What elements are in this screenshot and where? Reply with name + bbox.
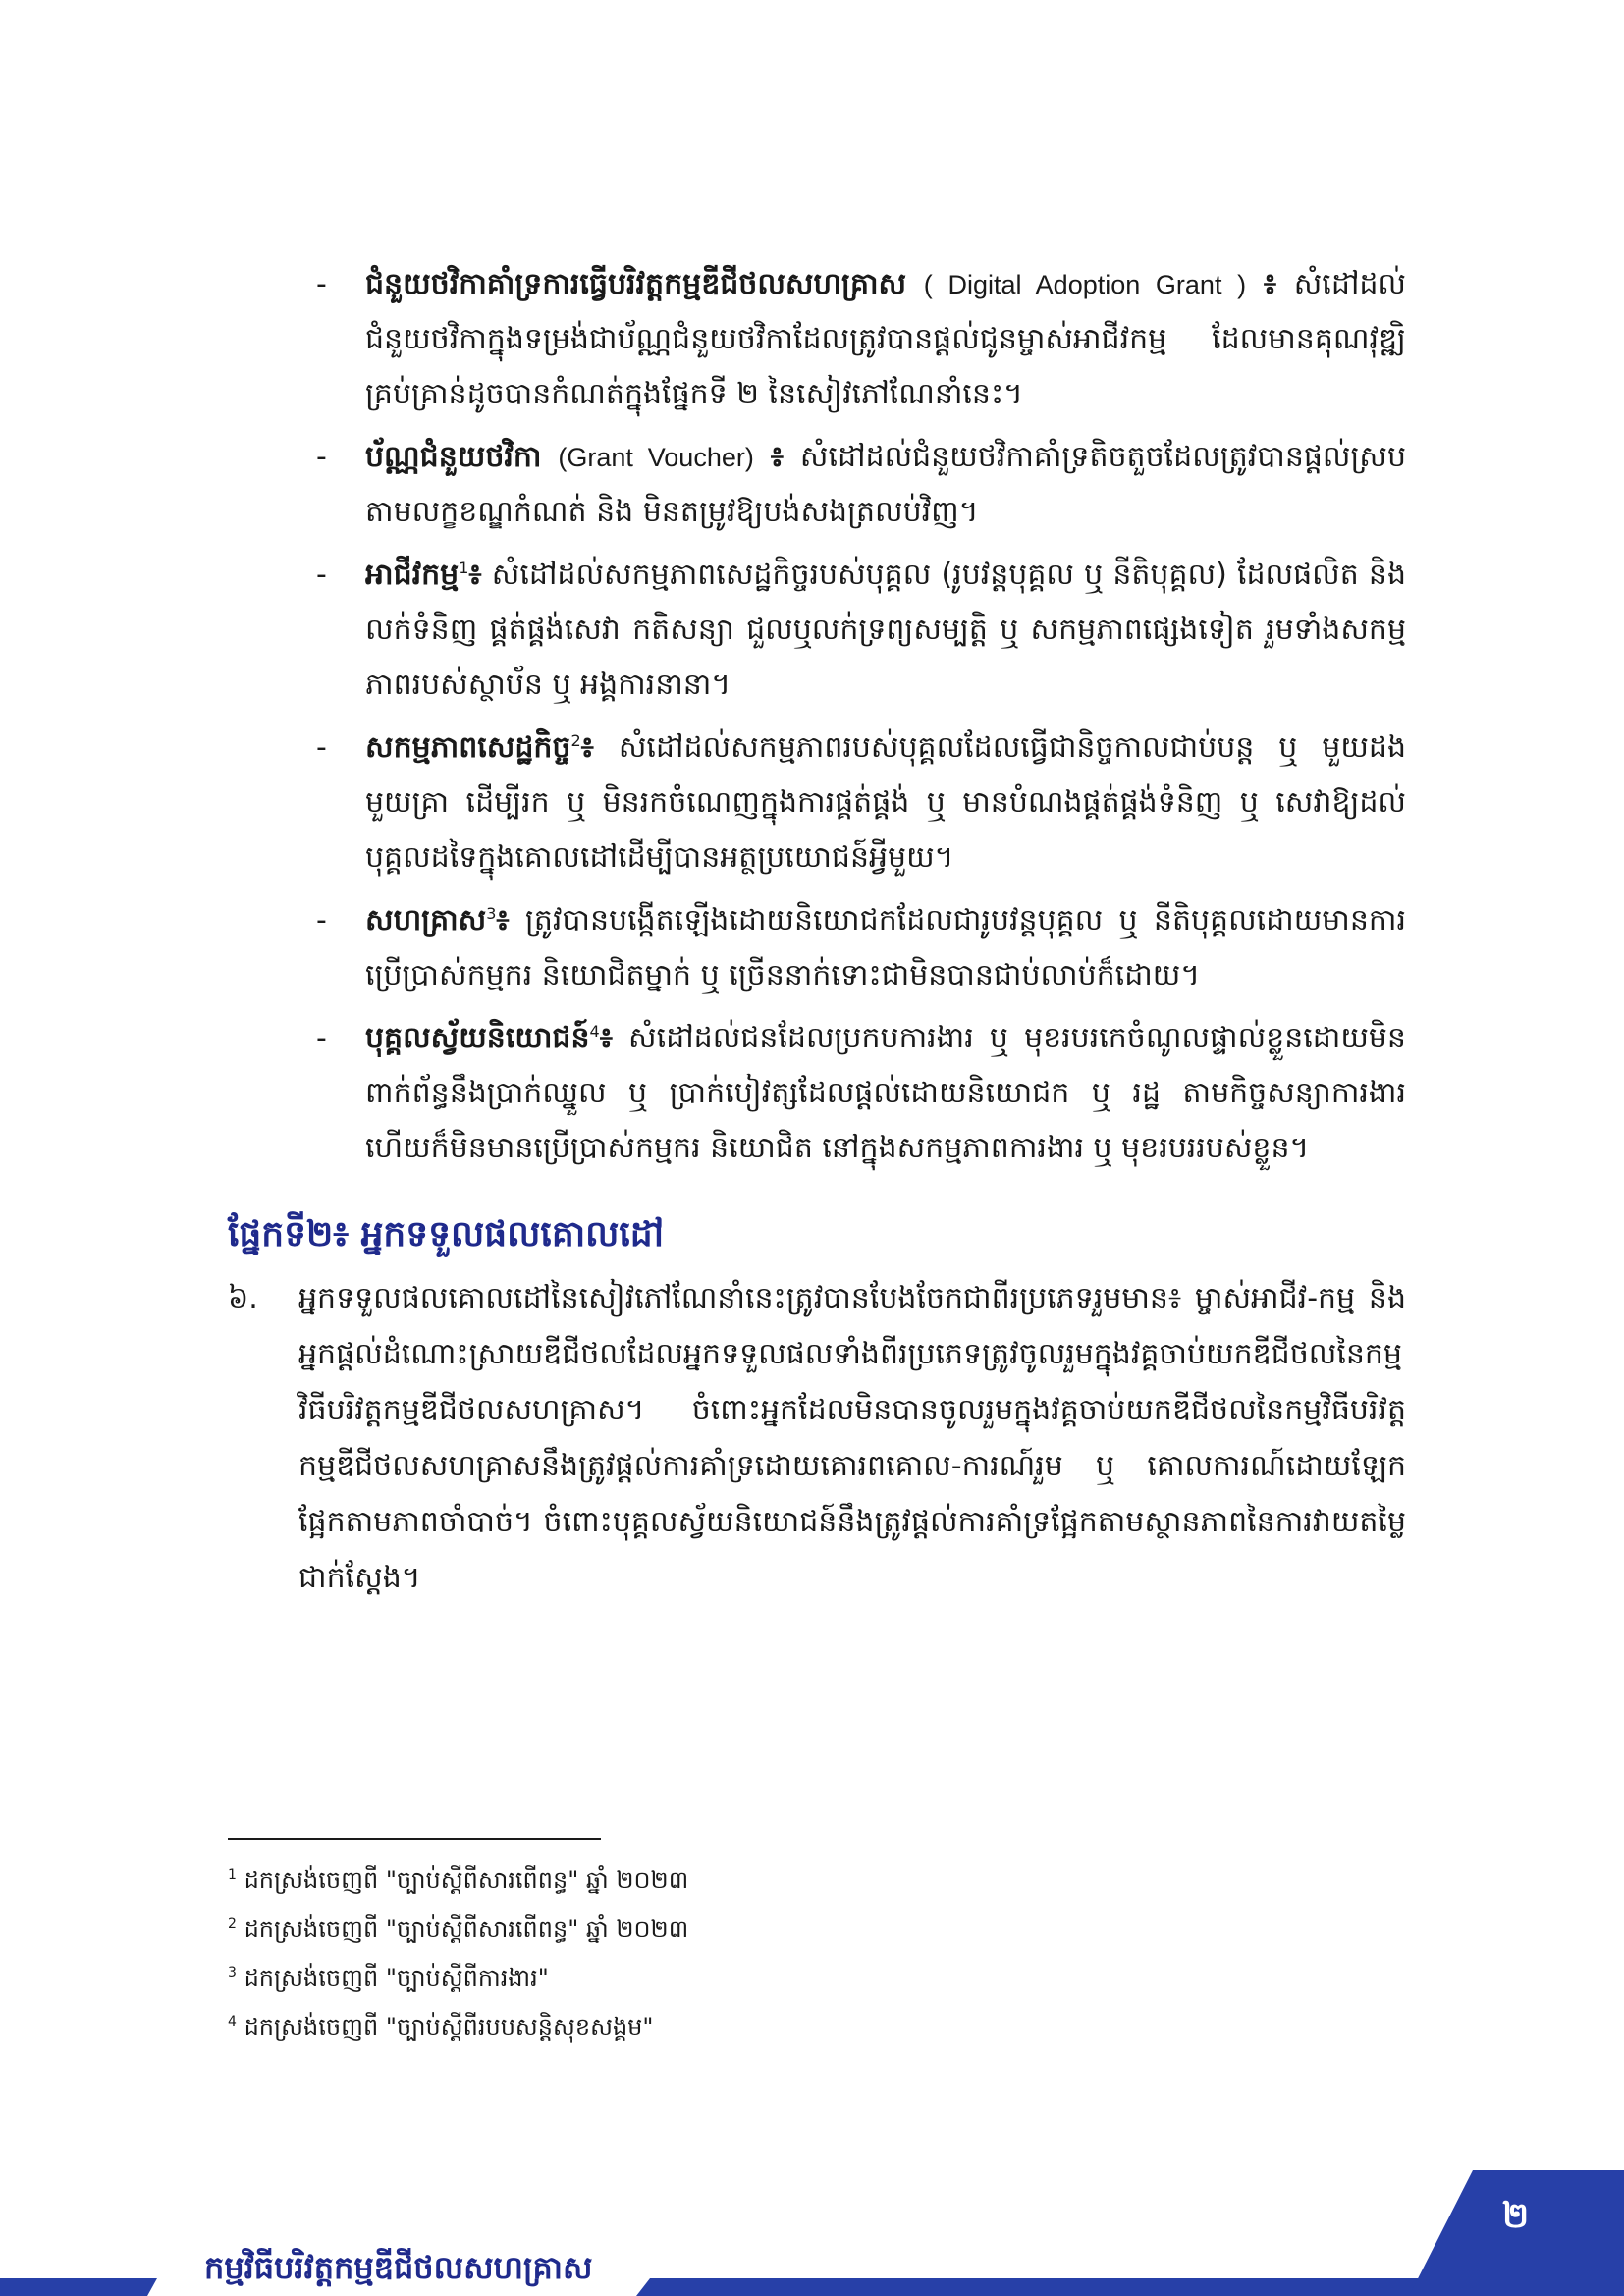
definition-english: (Grant Voucher) (558, 443, 754, 472)
definition-colon: ៖ (770, 440, 784, 474)
footnote-ref: 4 (589, 1022, 600, 1041)
definition-item (316, 1011, 1406, 1176)
footnote-text: ដកស្រង់ចេញពី "ច្បាប់ស្តីពីការងារ" (244, 1964, 549, 1992)
footnote-ref: 3 (486, 904, 497, 923)
section-heading: ផ្នែកទី២៖ អ្នកទទួលផលគោលដៅ (228, 1214, 665, 1255)
definition-term: សហគ្រាស (365, 903, 487, 937)
numbered-paragraph (228, 1270, 1406, 1606)
footnote-text: ដកស្រង់ចេញពី "ច្បាប់ស្តីពីសារពើពន្ធ" ឆ្នាំ ២០២៣ (244, 1866, 689, 1894)
definition-item (316, 257, 1406, 422)
footnote-number: 4 (228, 2014, 237, 2030)
footer-title: កម្មវិធីបរិវត្តកម្មឌីជីថលសហគ្រាស (204, 2249, 593, 2286)
list-dash: - (316, 558, 327, 592)
definition-item (316, 548, 1406, 713)
page-number: ២ (1502, 2196, 1530, 2236)
footnote-ref: 1 (459, 559, 469, 577)
paragraph-number: ៦. (228, 1281, 258, 1315)
definition-colon: ៖ (468, 558, 482, 592)
definition-colon: ៖ (1263, 267, 1277, 301)
list-dash: - (316, 730, 327, 765)
definition-colon: ៖ (496, 903, 510, 937)
definition-term: សកម្មភាពសេដ្ឋកិច្ច (365, 730, 571, 765)
definition-text: សំដៅដល់ជំនួយថវិកាក្នុងទម្រង់ជាប័ណ្ណជំនួយថវិកាដែលត្រូវបានផ្ដល់ជូនម្ចាស់អាជីវកម្ម ដែលមានគុណវុឌ្ឍិគ្រប់គ្រាន់ដូចបានកំណត់ក្នុងផ្នែកទី ២ នៃសៀវភៅណែនាំនេះ។ (365, 267, 1406, 411)
footnote-number: 3 (228, 1965, 237, 1981)
definition-term: អាជីវកម្ម (365, 558, 460, 592)
footnotes (228, 1855, 688, 2052)
footnote (228, 2002, 688, 2052)
footnote-text: ដកស្រង់ចេញពី "ច្បាប់ស្តីពីសារពើពន្ធ" ឆ្នាំ ២០២៣ (244, 1915, 689, 1943)
definition-text: សំដៅដល់ជនដែលប្រកបការងារ ឬ មុខរបរកេចំណូលផ្ទាល់ខ្លួនដោយមិនពាក់ព័ន្ធនឹងប្រាក់ឈ្នួល ឬ ប្រាក់បៀវត្សដែលផ្តល់ដោយនិយោជក ឬ រដ្ឋ តាមកិច្ចសន្យាការងារ ហើយក៏មិនមានប្រើប្រាស់កម្មករ និយោជិត នៅក្នុងសកម្មភាពការងារ ឬ មុខរបររបស់ខ្លួន។ (365, 1021, 1406, 1165)
definition-term: បុគ្គលស្វ័យនិយោជន៍ (365, 1021, 590, 1055)
definition-colon: ៖ (599, 1021, 613, 1055)
paragraph-text: អ្នកទទួលផលគោលដៅនៃសៀវភៅណែនាំនេះត្រូវបានបែងចែកជាពីរប្រភេទរួមមាន៖ ម្ចាស់អាជីវ-កម្ម និង អ្នកផ្តល់ដំណោះស្រាយឌីជីថលដែលអ្នកទទួលផលទាំងពីរប្រភេទត្រូវចូលរួមក្នុងវគ្គចាប់យកឌីជីថលនៃកម្មវិធីបរិវត្តកម្មឌីជីថលសហគ្រាស។ ចំពោះអ្នកដែលមិនបានចូលរួមក្នុងវគ្គចាប់យកឌីជីថលនៃកម្មវិធីបរិវត្តកម្មឌីជីថលសហគ្រាសនឹងត្រូវផ្តល់ការគាំទ្រដោយគោរពគោល-ការណ៍រួម ឬ គោលការណ៍ដោយឡែកផ្អែកតាមភាពចាំបាច់។ ចំពោះបុគ្គលស្វ័យនិយោជន៍នឹងត្រូវផ្តល់ការគាំទ្រផ្អែកតាមស្ថានភាពនៃការវាយតម្លៃជាក់ស្តែង។ (298, 1281, 1406, 1595)
definition-term: ប័ណ្ណជំនួយថវិកា (365, 440, 542, 474)
footnote-divider (228, 1838, 601, 1840)
definition-item (316, 893, 1406, 1003)
footnote (228, 1904, 688, 1953)
footnote-ref: 2 (570, 731, 581, 750)
list-dash: - (316, 903, 327, 937)
definition-text: សំដៅដល់សកម្មភាពសេដ្ឋកិច្ចរបស់បុគ្គល (រូបវន្តបុគ្គល ឬ នីតិបុគ្គល) ដែលផលិត និង លក់ទំនិញ ផ្គត់ផ្គង់សេវា កតិសន្យា ជួលឬលក់ទ្រព្យសម្បត្តិ ឬ សកម្មភាពផ្សេងទៀត រួមទាំងសកម្មភាពរបស់ស្ថាប័ន ឬ អង្គការនានា។ (365, 558, 1406, 702)
footnote (228, 1855, 688, 1904)
footnote-text: ដកស្រង់ចេញពី "ច្បាប់ស្តីពីរបបសន្តិសុខសង្គម" (244, 2013, 654, 2041)
footnote-number: 1 (228, 1867, 237, 1883)
footer-band-left (0, 2278, 157, 2296)
definition-term: ជំនួយថវិកាគាំទ្រការធ្វើបរិវត្តកម្មឌីជីថលសហគ្រាស (365, 267, 907, 301)
definition-item (316, 430, 1406, 540)
definition-colon: ៖ (580, 730, 594, 765)
list-dash: - (316, 440, 327, 474)
definition-text: ត្រូវបានបង្កើតឡើងដោយនិយោជកដែលជារូបវន្តបុគ្គល ឬ នីតិបុគ្គលដោយមានការប្រើប្រាស់កម្មករ និយោជិតម្នាក់ ឬ ច្រើននាក់ទោះជាមិនបានជាប់លាប់ក៏ដោយ។ (365, 903, 1406, 992)
list-dash: - (316, 1021, 327, 1055)
definition-text: សំដៅដល់ជំនួយថវិកាគាំទ្រតិចតួចដែលត្រូវបានផ្តល់ស្របតាមលក្ខខណ្ឌកំណត់ និង មិនតម្រូវឱ្យបង់សងត្រលប់វិញ។ (365, 440, 1407, 529)
definition-text: សំដៅដល់សកម្មភាពរបស់បុគ្គលដែលធ្វើជានិច្ចកាលជាប់បន្ត ឬ មួយដង មួយគ្រា ដើម្បីរក ឬ មិនរកចំណេញក្នុងការផ្គត់ផ្គង់ ឬ មានបំណងផ្គត់ផ្គង់ទំនិញ ឬ សេវាឱ្យដល់បុគ្គលដទៃក្នុងគោលដៅដើម្បីបានអត្ថប្រយោជន៍អ្វីមួយ។ (365, 730, 1406, 875)
footnote (228, 1953, 688, 2002)
footnote-number: 2 (228, 1916, 237, 1932)
list-dash: - (316, 267, 327, 301)
definition-english: ( Digital Adoption Grant ) (923, 270, 1247, 299)
definition-item (316, 721, 1406, 885)
definitions-list (316, 257, 1406, 1184)
